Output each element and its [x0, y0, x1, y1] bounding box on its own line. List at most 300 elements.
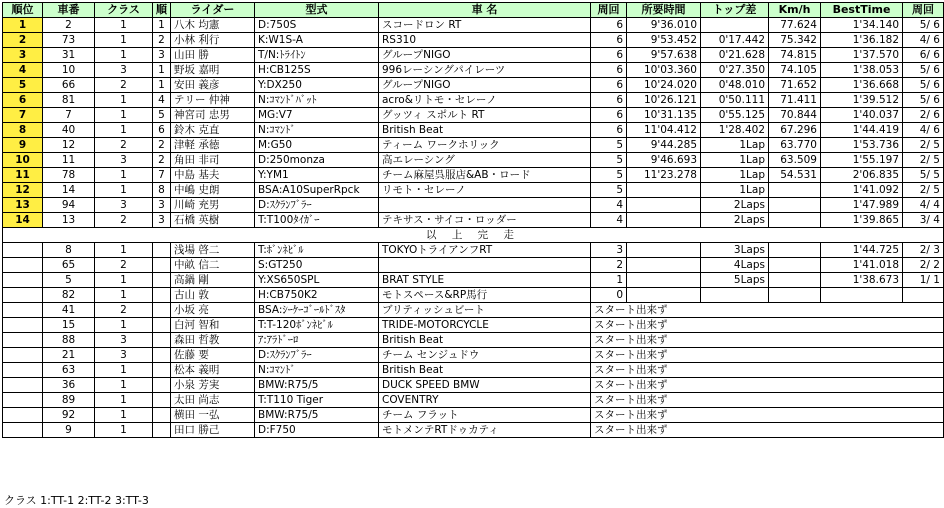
cell-class: 1: [95, 288, 153, 303]
cell-rider: 田口 勝己: [171, 423, 255, 438]
cell-laps: 6: [591, 48, 627, 63]
cell-gap: 1Lap: [701, 183, 769, 198]
cell-model: Y:XS650SPL: [255, 273, 379, 288]
cell-laps: 4: [591, 213, 627, 228]
cell-car-number: 8: [43, 243, 95, 258]
cell-position: 14: [3, 213, 43, 228]
cell-model: BMW:R75/5: [255, 378, 379, 393]
cell-best-lap: 5/ 6: [903, 78, 944, 93]
cell-team: TRIDE-MOTORCYCLE: [379, 318, 591, 333]
cell-team: TOKYOトライアンフRT: [379, 243, 591, 258]
cell-class: 1: [95, 363, 153, 378]
cell-class: 1: [95, 273, 153, 288]
cell-rider: 古山 敦: [171, 288, 255, 303]
cell-class: 1: [95, 18, 153, 33]
header-team: 車 名: [379, 3, 591, 18]
cell-best-time: [821, 288, 903, 303]
cell-car-number: 5: [43, 273, 95, 288]
cell-best-lap: 2/ 5: [903, 138, 944, 153]
cell-best-time: 1'34.140: [821, 18, 903, 33]
cell-laps: 6: [591, 108, 627, 123]
class-legend: クラス 1:TT-1 2:TT-2 3:TT-3: [4, 494, 149, 507]
cell-team: チーム センジュドウ: [379, 348, 591, 363]
cell-position: [3, 393, 43, 408]
cell-model: H:CB750K2: [255, 288, 379, 303]
cell-position: [3, 378, 43, 393]
cell-class-rank: 8: [153, 183, 171, 198]
cell-car-number: 14: [43, 183, 95, 198]
cell-best-time: 1'38.673: [821, 273, 903, 288]
cell-best-lap: 3/ 4: [903, 213, 944, 228]
cell-team: RS310: [379, 33, 591, 48]
cell-rider: 角田 非司: [171, 153, 255, 168]
table-row: [3, 153, 944, 168]
cell-team: テキサス・サイコ・ロッダー: [379, 213, 591, 228]
cell-class: 1: [95, 408, 153, 423]
cell-total-time: 9'44.285: [627, 138, 701, 153]
cell-gap: 0'50.111: [701, 93, 769, 108]
cell-gap: [701, 18, 769, 33]
cell-laps: 6: [591, 123, 627, 138]
cell-best-lap: [903, 288, 944, 303]
cell-speed: [769, 288, 821, 303]
cell-total-time: 11'23.278: [627, 168, 701, 183]
cell-class: 2: [95, 258, 153, 273]
cell-best-lap: 4/ 4: [903, 198, 944, 213]
cell-position: [3, 363, 43, 378]
cell-laps: 5: [591, 168, 627, 183]
cell-class: 1: [95, 423, 153, 438]
cell-class: 3: [95, 63, 153, 78]
cell-team: acro&リトモ・セレーノ: [379, 93, 591, 108]
cell-rider: 高鍋 剛: [171, 273, 255, 288]
cell-gap: 0'21.628: [701, 48, 769, 63]
cell-status: スタート出来ず: [591, 348, 944, 363]
cell-position: [3, 408, 43, 423]
cell-class-rank: [153, 363, 171, 378]
cell-rider: 中島 基夫: [171, 168, 255, 183]
cell-model: Y:DX250: [255, 78, 379, 93]
cell-gap: 2Laps: [701, 198, 769, 213]
cell-position: 10: [3, 153, 43, 168]
cell-best-time: 1'40.037: [821, 108, 903, 123]
cell-total-time: 11'04.412: [627, 123, 701, 138]
cell-model: N:ｺﾏﾝﾄﾞ: [255, 123, 379, 138]
cell-team: BRAT STYLE: [379, 273, 591, 288]
table-row: [3, 318, 944, 333]
header-model: 型式: [255, 3, 379, 18]
cell-status: スタート出来ず: [591, 363, 944, 378]
cell-car-number: 11: [43, 153, 95, 168]
table-row: [3, 108, 944, 123]
cell-gap: 1Lap: [701, 153, 769, 168]
cell-car-number: 66: [43, 78, 95, 93]
cell-team: DUCK SPEED BMW: [379, 378, 591, 393]
cell-laps: 6: [591, 33, 627, 48]
cell-position: [3, 348, 43, 363]
cell-laps: 6: [591, 93, 627, 108]
cell-class-rank: 1: [153, 18, 171, 33]
table-row: [3, 93, 944, 108]
cell-class: 2: [95, 303, 153, 318]
cell-team: [379, 198, 591, 213]
cell-best-lap: 5/ 6: [903, 63, 944, 78]
cell-class-rank: 5: [153, 108, 171, 123]
cell-rider: 小坂 亮: [171, 303, 255, 318]
table-row: [3, 243, 944, 258]
cell-position: [3, 303, 43, 318]
cell-best-lap: 5/ 6: [903, 93, 944, 108]
cell-model: D:ｽｸﾗﾝﾌﾞﾗｰ: [255, 348, 379, 363]
cell-class: 1: [95, 48, 153, 63]
cell-speed: [769, 198, 821, 213]
cell-model: Y:YM1: [255, 168, 379, 183]
cell-position: 13: [3, 198, 43, 213]
cell-class: 1: [95, 183, 153, 198]
cell-car-number: 63: [43, 363, 95, 378]
cell-speed: 63.770: [769, 138, 821, 153]
cell-laps: 1: [591, 273, 627, 288]
cell-car-number: 78: [43, 168, 95, 183]
cell-best-lap: 4/ 6: [903, 33, 944, 48]
cell-team: リモト・セレーノ: [379, 183, 591, 198]
cell-speed: 54.531: [769, 168, 821, 183]
cell-best-time: 1'44.725: [821, 243, 903, 258]
cell-status: スタート出来ず: [591, 318, 944, 333]
cell-total-time: [627, 183, 701, 198]
cell-class-rank: 2: [153, 138, 171, 153]
cell-class: 1: [95, 243, 153, 258]
cell-model: D:250monza: [255, 153, 379, 168]
cell-speed: [769, 258, 821, 273]
cell-position: 3: [3, 48, 43, 63]
cell-team: モトスペース&RP馬行: [379, 288, 591, 303]
cell-model: N:ｺﾏﾝﾄﾞ: [255, 363, 379, 378]
header-best-time: BestTime: [821, 3, 903, 18]
cell-speed: 77.624: [769, 18, 821, 33]
cell-class-rank: [153, 408, 171, 423]
cell-team: ブリティッシュビート: [379, 303, 591, 318]
cell-model: M:G50: [255, 138, 379, 153]
table-row: [3, 378, 944, 393]
cell-gap: 2Laps: [701, 213, 769, 228]
cell-total-time: 9'57.638: [627, 48, 701, 63]
cell-position: [3, 333, 43, 348]
cell-model: H:CB125S: [255, 63, 379, 78]
cell-model: BSA:A10SuperRpck: [255, 183, 379, 198]
cell-class: 1: [95, 108, 153, 123]
cell-best-lap: 1/ 1: [903, 273, 944, 288]
cell-team: モトメンテRTドゥカティ: [379, 423, 591, 438]
table-row: [3, 348, 944, 363]
cell-rider: 石橋 英樹: [171, 213, 255, 228]
cell-model: ｱ:ｱﾗﾄﾞｰﾛ: [255, 333, 379, 348]
cell-model: D:F750: [255, 423, 379, 438]
cell-team: [379, 258, 591, 273]
cell-speed: 71.411: [769, 93, 821, 108]
cell-rider: 松本 義明: [171, 363, 255, 378]
cell-class-rank: [153, 258, 171, 273]
finish-line-label: 以 上 完 走: [3, 228, 944, 243]
table-row: [3, 288, 944, 303]
cell-class-rank: 3: [153, 198, 171, 213]
cell-model: T:T110 Tiger: [255, 393, 379, 408]
cell-class-rank: [153, 348, 171, 363]
cell-car-number: 2: [43, 18, 95, 33]
table-row: [3, 63, 944, 78]
cell-best-lap: 5/ 6: [903, 18, 944, 33]
cell-best-time: 1'53.736: [821, 138, 903, 153]
cell-laps: 6: [591, 63, 627, 78]
cell-best-time: 1'39.512: [821, 93, 903, 108]
cell-class-rank: [153, 243, 171, 258]
cell-rider: 中畝 信二: [171, 258, 255, 273]
cell-team: グッツィ スポルト RT: [379, 108, 591, 123]
cell-best-lap: 2/ 5: [903, 183, 944, 198]
cell-total-time: [627, 258, 701, 273]
table-row: [3, 138, 944, 153]
cell-speed: [769, 183, 821, 198]
table-row: [3, 333, 944, 348]
cell-team: グループNIGO: [379, 48, 591, 63]
cell-status: スタート出来ず: [591, 333, 944, 348]
header-car-number: 車番: [43, 3, 95, 18]
cell-class: 3: [95, 153, 153, 168]
cell-class-rank: [153, 303, 171, 318]
cell-total-time: [627, 213, 701, 228]
cell-position: [3, 288, 43, 303]
cell-model: T:T100ﾀｲｶﾞｰ: [255, 213, 379, 228]
cell-team: ティーム ワークホリック: [379, 138, 591, 153]
cell-gap: 3Laps: [701, 243, 769, 258]
table-row: [3, 18, 944, 33]
cell-team: チーム フラット: [379, 408, 591, 423]
cell-position: [3, 273, 43, 288]
cell-rider: 小林 利行: [171, 33, 255, 48]
cell-gap: [701, 288, 769, 303]
cell-car-number: 31: [43, 48, 95, 63]
cell-gap: 1'28.402: [701, 123, 769, 138]
cell-best-lap: 2/ 2: [903, 258, 944, 273]
cell-model: N:ｺﾏﾝﾄﾞﾊﾞｯﾄ: [255, 93, 379, 108]
results-table: [2, 2, 944, 438]
cell-gap: 5Laps: [701, 273, 769, 288]
cell-class: 2: [95, 213, 153, 228]
header-class-rank: 順: [153, 3, 171, 18]
header-gap: トップ差: [701, 3, 769, 18]
cell-car-number: 41: [43, 303, 95, 318]
cell-rider: テリー 仲神: [171, 93, 255, 108]
table-row: [3, 273, 944, 288]
cell-rider: 川崎 充男: [171, 198, 255, 213]
cell-car-number: 89: [43, 393, 95, 408]
cell-position: 9: [3, 138, 43, 153]
cell-class: 1: [95, 378, 153, 393]
cell-best-time: 1'55.197: [821, 153, 903, 168]
header-laps: 周回: [591, 3, 627, 18]
cell-class: 1: [95, 393, 153, 408]
cell-team: COVENTRY: [379, 393, 591, 408]
cell-best-time: 2'06.835: [821, 168, 903, 183]
cell-laps: 2: [591, 258, 627, 273]
cell-total-time: 9'53.452: [627, 33, 701, 48]
cell-laps: 6: [591, 78, 627, 93]
cell-speed: 67.296: [769, 123, 821, 138]
cell-class-rank: [153, 423, 171, 438]
cell-gap: 0'17.442: [701, 33, 769, 48]
cell-speed: 70.844: [769, 108, 821, 123]
cell-team: 高エレーシング: [379, 153, 591, 168]
cell-class-rank: 1: [153, 63, 171, 78]
cell-rider: 森田 哲教: [171, 333, 255, 348]
cell-class: 3: [95, 333, 153, 348]
cell-position: 5: [3, 78, 43, 93]
cell-best-lap: 4/ 6: [903, 123, 944, 138]
cell-team: スコードロン RT: [379, 18, 591, 33]
table-row: [3, 423, 944, 438]
cell-gap: 4Laps: [701, 258, 769, 273]
cell-class-rank: 3: [153, 48, 171, 63]
cell-car-number: 7: [43, 108, 95, 123]
cell-team: British Beat: [379, 123, 591, 138]
cell-total-time: 10'24.020: [627, 78, 701, 93]
cell-total-time: 10'31.135: [627, 108, 701, 123]
cell-best-time: 1'39.865: [821, 213, 903, 228]
cell-laps: 3: [591, 243, 627, 258]
cell-car-number: 92: [43, 408, 95, 423]
cell-model: T:ﾎﾞﾝﾈﾋﾞﾙ: [255, 243, 379, 258]
header-rider: ライダー: [171, 3, 255, 18]
cell-model: K:W1S-A: [255, 33, 379, 48]
cell-rider: 浅場 啓二: [171, 243, 255, 258]
cell-total-time: 9'36.010: [627, 18, 701, 33]
cell-rider: 佐藤 要: [171, 348, 255, 363]
cell-laps: 5: [591, 183, 627, 198]
cell-car-number: 88: [43, 333, 95, 348]
cell-model: T/N:ﾄﾗｲﾄﾝ: [255, 48, 379, 63]
cell-rider: 山田 勝: [171, 48, 255, 63]
cell-gap: 1Lap: [701, 168, 769, 183]
cell-status: スタート出来ず: [591, 303, 944, 318]
cell-speed: [769, 243, 821, 258]
table-row: [3, 168, 944, 183]
cell-rider: 安田 義彦: [171, 78, 255, 93]
cell-class-rank: [153, 393, 171, 408]
cell-position: 12: [3, 183, 43, 198]
cell-class: 3: [95, 348, 153, 363]
cell-position: [3, 258, 43, 273]
cell-position: 2: [3, 33, 43, 48]
cell-class-rank: [153, 288, 171, 303]
cell-class-rank: 2: [153, 33, 171, 48]
cell-best-lap: 2/ 3: [903, 243, 944, 258]
cell-rider: 小泉 芳実: [171, 378, 255, 393]
cell-team: グループNIGO: [379, 78, 591, 93]
cell-class-rank: 7: [153, 168, 171, 183]
cell-class: 1: [95, 318, 153, 333]
cell-class-rank: [153, 378, 171, 393]
cell-status: スタート出来ず: [591, 408, 944, 423]
header-speed: Km/h: [769, 3, 821, 18]
cell-best-time: 1'44.419: [821, 123, 903, 138]
cell-class: 1: [95, 168, 153, 183]
cell-rider: 津軽 承徳: [171, 138, 255, 153]
cell-best-lap: 6/ 6: [903, 48, 944, 63]
cell-total-time: [627, 243, 701, 258]
cell-best-time: 1'36.668: [821, 78, 903, 93]
cell-speed: 74.815: [769, 48, 821, 63]
cell-laps: 0: [591, 288, 627, 303]
cell-class-rank: 4: [153, 93, 171, 108]
cell-rider: 中嶋 史朗: [171, 183, 255, 198]
cell-speed: 75.342: [769, 33, 821, 48]
table-row: [3, 198, 944, 213]
cell-laps: 5: [591, 138, 627, 153]
cell-class: 2: [95, 138, 153, 153]
cell-class-rank: [153, 333, 171, 348]
cell-position: [3, 423, 43, 438]
finish-line-row: [3, 228, 944, 243]
cell-team: 996レーシングパイレーツ: [379, 63, 591, 78]
cell-class-rank: 6: [153, 123, 171, 138]
table-row: [3, 123, 944, 138]
cell-car-number: 36: [43, 378, 95, 393]
cell-car-number: 40: [43, 123, 95, 138]
cell-team: British Beat: [379, 333, 591, 348]
cell-class: 1: [95, 93, 153, 108]
cell-gap: 0'27.350: [701, 63, 769, 78]
cell-best-time: 1'37.570: [821, 48, 903, 63]
cell-speed: 71.652: [769, 78, 821, 93]
cell-rider: 太田 尚志: [171, 393, 255, 408]
table-row: [3, 48, 944, 63]
cell-car-number: 13: [43, 213, 95, 228]
table-row: [3, 213, 944, 228]
cell-best-lap: 5/ 5: [903, 168, 944, 183]
cell-rider: 横田 一弘: [171, 408, 255, 423]
cell-total-time: 10'03.360: [627, 63, 701, 78]
cell-model: MG:V7: [255, 108, 379, 123]
cell-laps: 5: [591, 153, 627, 168]
cell-gap: 0'55.125: [701, 108, 769, 123]
cell-speed: [769, 273, 821, 288]
cell-best-lap: 2/ 6: [903, 108, 944, 123]
cell-rider: 白河 智和: [171, 318, 255, 333]
cell-car-number: 94: [43, 198, 95, 213]
table-row: [3, 408, 944, 423]
cell-car-number: 12: [43, 138, 95, 153]
cell-position: 11: [3, 168, 43, 183]
cell-best-time: 1'41.092: [821, 183, 903, 198]
header-total-time: 所要時間: [627, 3, 701, 18]
cell-car-number: 73: [43, 33, 95, 48]
cell-class: 1: [95, 33, 153, 48]
cell-speed: [769, 213, 821, 228]
cell-car-number: 81: [43, 93, 95, 108]
cell-best-time: 1'36.182: [821, 33, 903, 48]
cell-laps: 4: [591, 198, 627, 213]
cell-car-number: 21: [43, 348, 95, 363]
cell-class-rank: 3: [153, 213, 171, 228]
cell-best-lap: 2/ 5: [903, 153, 944, 168]
header-row: [3, 3, 944, 18]
table-row: [3, 363, 944, 378]
cell-model: D:750S: [255, 18, 379, 33]
cell-speed: 74.105: [769, 63, 821, 78]
cell-gap: 0'48.010: [701, 78, 769, 93]
cell-class-rank: [153, 318, 171, 333]
cell-best-time: 1'41.018: [821, 258, 903, 273]
